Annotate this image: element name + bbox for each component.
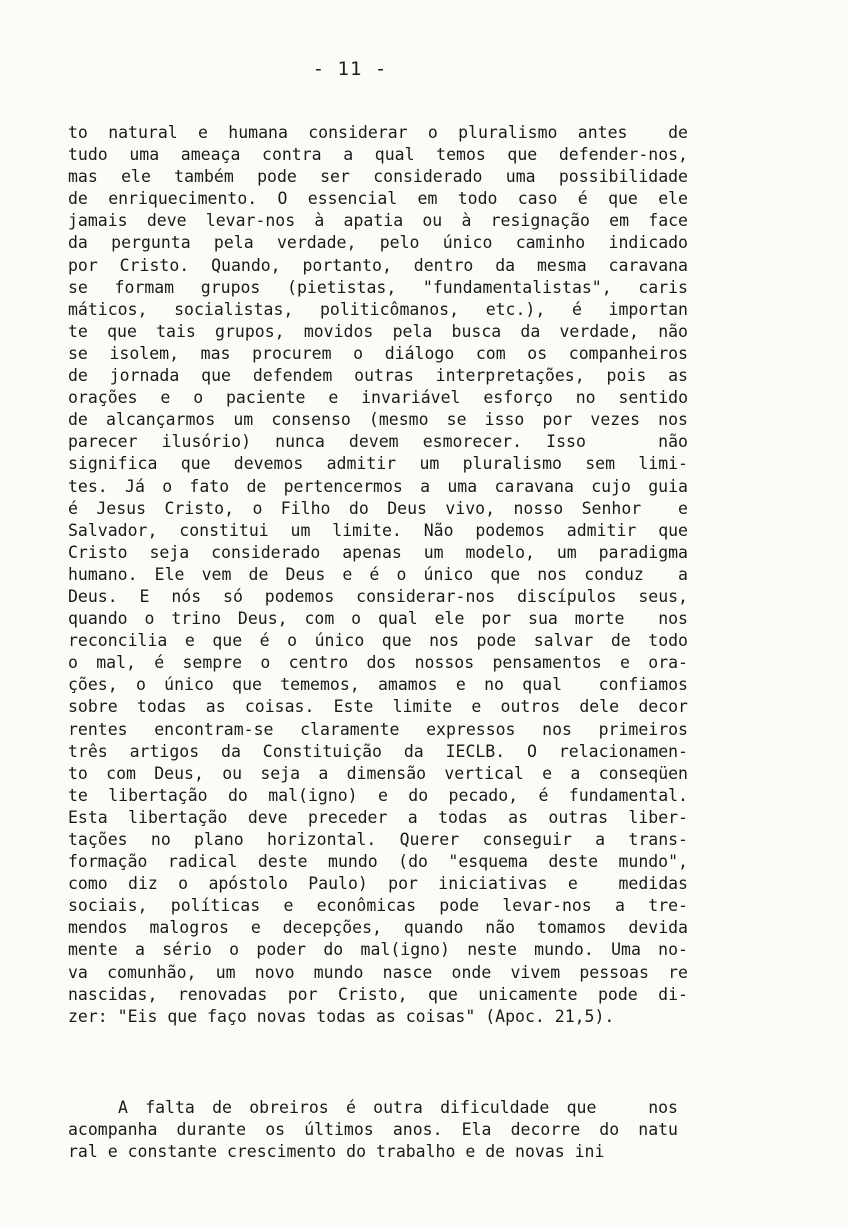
text-line: se formam grupos (pietistas, "fundamentalistas", caris [68,277,688,297]
text-line: Salvador, constitui um limite. Não podemos admitir que [68,520,688,540]
text-line: zer: "Eis que faço novas todas as coisas" (Apoc. 21,5). [68,1006,615,1026]
text-line: sobre todas as coisas. Este limite e outros dele decor [68,697,688,717]
text-line: de alcançarmos um consenso (mesmo se isso por vezes nos [68,410,688,430]
text-line: o mal, é sempre o centro dos nossos pensamentos e ora- [68,653,688,673]
text-line: nascidas, renovadas por Cristo, que unicamente pode di- [68,984,688,1004]
text-line: to com Deus, ou seja a dimensão vertical e a conseqüen [68,763,688,783]
text-line: significa que devemos admitir um pluralismo sem limi- [68,454,688,474]
text-line: por Cristo. Quando, portanto, dentro da mesma caravana [68,255,688,275]
text-line: va comunhão, um novo mundo nasce onde vivem pessoas re [68,962,688,982]
text-line: quando o trino Deus, com o qual ele por sua morte nos [68,609,688,629]
paragraph-1 [68,122,688,1028]
page-number: - 11 - [312,58,388,80]
text-line: da pergunta pela verdade, pelo único caminho indicado [68,233,688,253]
text-line: ções, o único que tememos, amamos e no qual confiamos [68,675,688,695]
text-line: rentes encontram-se claramente expressos nos primeiros [68,719,688,739]
text-line: mas ele também pode ser considerado uma possibilidade [68,167,688,187]
text-line: ral e constante crescimento do trabalho e de novas ini [68,1142,605,1162]
text-line: de jornada que defendem outras interpretações, pois as [68,366,688,386]
text-line: se isolem, mas procurem o diálogo com os companheiros [68,343,688,363]
text-line: orações e o paciente e invariável esforço no sentido [68,388,688,408]
text-line: sociais, políticas e econômicas pode levar-nos a tre- [68,896,688,916]
paragraph-2 [68,1097,678,1163]
text-line: Cristo seja considerado apenas um modelo, um paradigma [68,542,688,562]
text-line: tes. Já o fato de pertencermos a uma caravana cujo guia [68,476,688,496]
text-line: humano. Ele vem de Deus e é o único que nos conduz a [68,564,688,584]
text-line: tudo uma ameaça contra a qual temos que defender-nos, [68,145,688,165]
text-line: to natural e humana considerar o pluralismo antes de [68,123,688,142]
text-line: mendos malogros e decepções, quando não tomamos devida [68,918,688,938]
text-line: acompanha durante os últimos anos. Ela decorre do natu [68,1120,678,1140]
text-line: formação radical deste mundo (do "esquema deste mundo", [68,852,688,872]
text-line: mente a sério o poder do mal(igno) neste mundo. Uma no- [68,940,688,960]
text-line: máticos, socialistas, politicômanos, etc.), é importan [68,299,688,319]
text-line: jamais deve levar-nos à apatia ou à resignação em face [68,211,688,231]
text-line: tações no plano horizontal. Querer conseguir a trans- [68,830,688,849]
text-line: como diz o apóstolo Paulo) por iniciativas e medidas [68,874,688,894]
text-line: Esta libertação deve preceder a todas as outras liber- [68,807,688,827]
text-line: de enriquecimento. O essencial em todo caso é que ele [68,189,688,209]
text-line: é Jesus Cristo, o Filho do Deus vivo, nosso Senhor e [68,498,688,518]
text-line: parecer ilusório) nunca devem esmorecer. Isso não [68,432,688,452]
text-line: três artigos da Constituição da IECLB. O relacionamen- [68,741,688,761]
text-line: Deus. E nós só podemos considerar-nos discípulos seus, [68,586,688,606]
text-line: te libertação do mal(igno) e do pecado, é fundamental. [68,785,688,805]
text-line: reconcilia e que é o único que nos pode salvar de todo [68,631,688,651]
text-line: te que tais grupos, movidos pela busca da verdade, não [68,321,688,341]
text-line: A falta de obreiros é outra dificuldade que nos [118,1098,678,1117]
